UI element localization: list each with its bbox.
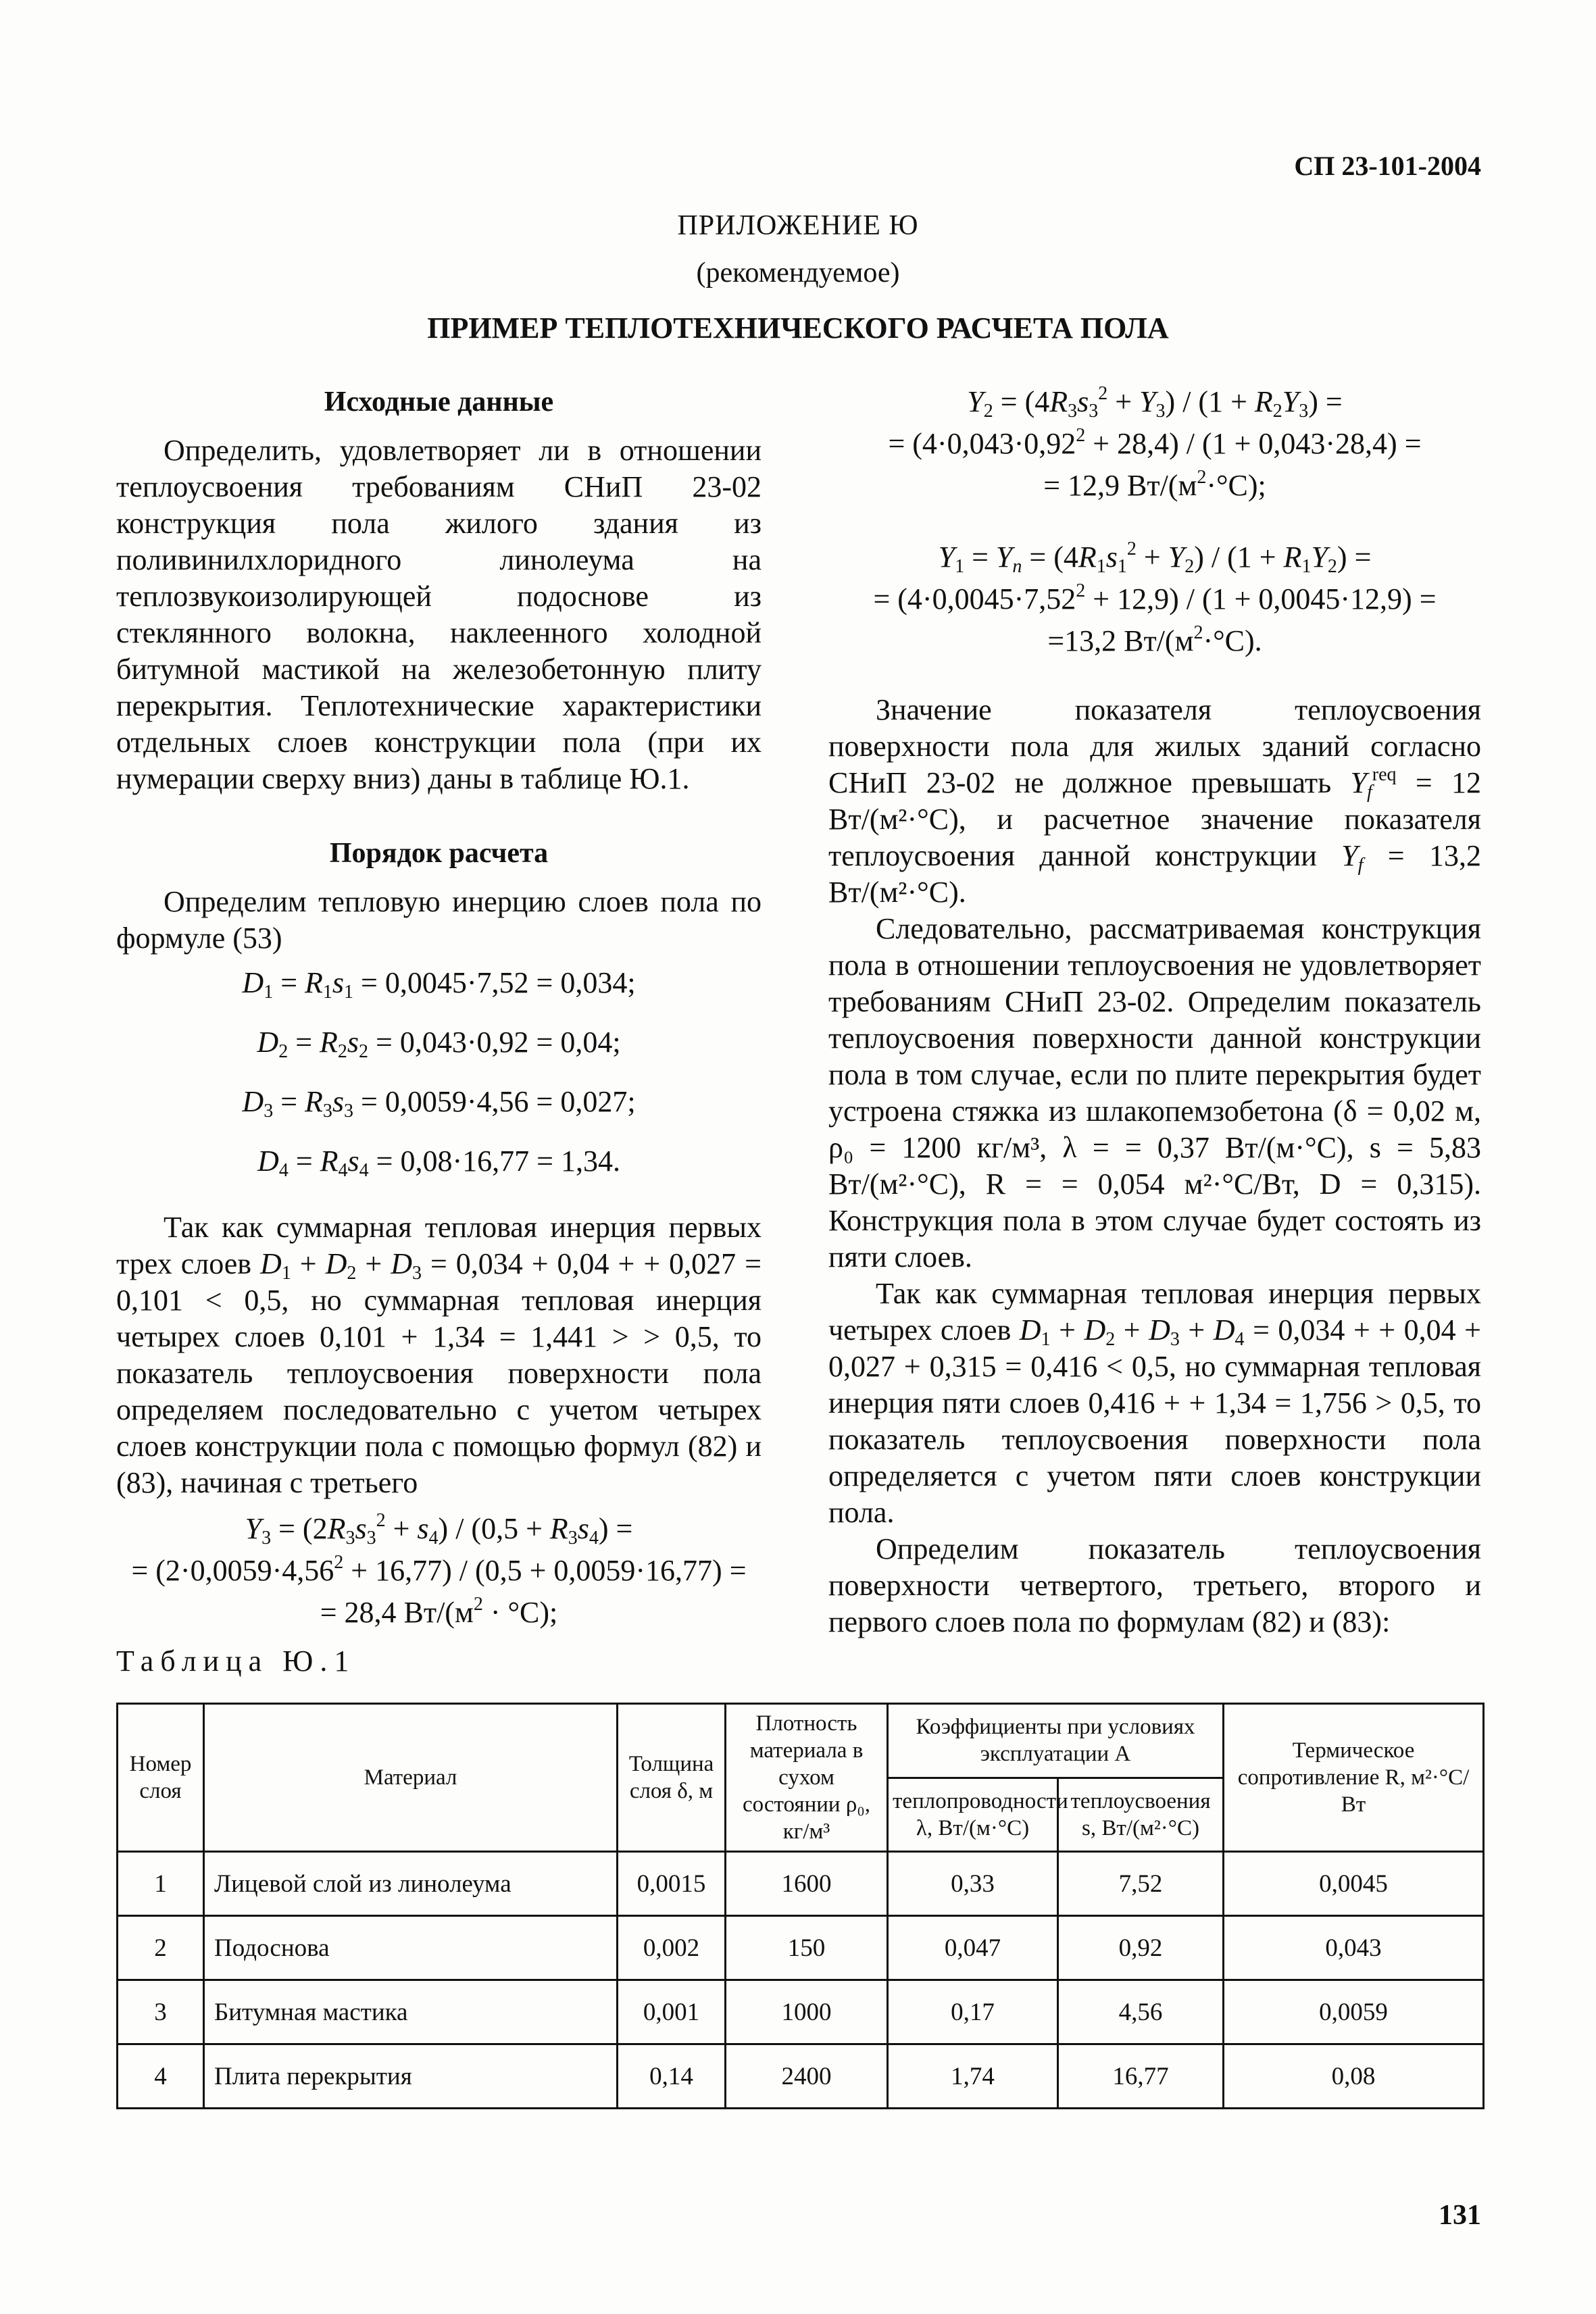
header-absorption: теплоусвоения s, Вт/(м²·°С): [1058, 1778, 1224, 1852]
cell-conductivity: 1,74: [888, 2044, 1058, 2109]
table-row: [118, 1916, 1484, 1980]
cell-absorption: 16,77: [1058, 2044, 1224, 2109]
header-density: Плотность материала в сухом состоянии ρ₀, кг/м³: [726, 1704, 888, 1852]
paragraph-final: Определим показатель теплоусвоения поверхности четвертого, третьего, второго и первого слоев пола по формулам (82) и (83):: [828, 1532, 1481, 1638]
page-title: ПРИМЕР ТЕПЛОТЕХНИЧЕСКОГО РАСЧЕТА ПОЛА: [427, 311, 1169, 345]
cell-density: 150: [726, 1916, 888, 1980]
cell-material: Плита перекрытия: [204, 2044, 618, 2109]
cell-resistance: 0,0059: [1224, 1980, 1484, 2044]
formula-d4: $D_4 = R_4s_4 = 0,08\cdot 16,77 = 1,34$.: [257, 1145, 620, 1181]
right-column: [828, 384, 1481, 1640]
cell-density: 2400: [726, 2044, 888, 2109]
header-conductivity: теплопроводности λ, Вт/(м·°С): [888, 1778, 1058, 1852]
cell-thickness: 0,0015: [618, 1852, 726, 1916]
cell-density: 1600: [726, 1852, 888, 1916]
cell-material: Битумная мастика: [204, 1980, 618, 2044]
cell-absorption: 4,56: [1058, 1980, 1224, 2044]
cell-resistance: 0,043: [1224, 1916, 1484, 1980]
formula-y2-values: = $(4\cdot 0,043\cdot 0,92^2 + 28,4) / (1 + 0,043\cdot 28,4)$ =: [888, 425, 1422, 460]
cell-resistance: 0,08: [1224, 2044, 1484, 2109]
formula-d1: $D_1 = R_1s_1 = 0,0045\cdot 7,52 = 0,034$;: [242, 966, 636, 1003]
heading-initial-data: Исходные данные: [324, 386, 554, 418]
page-number: 131: [1439, 2200, 1481, 2231]
table-row: [118, 1852, 1484, 1916]
formula-d3: $D_3 = R_3s_3 = 0,0059\cdot 4,56 = 0,027$;: [242, 1085, 636, 1122]
table-row: [118, 2044, 1484, 2109]
document-code: СП 23-101-2004: [1294, 151, 1481, 181]
formula-y1-values: = $(4\cdot 0,0045\cdot 7,52^2 + 12,9) / (1 + 0,0045\cdot 12,9)$ =: [873, 580, 1437, 615]
header-coefficients: Коэффициенты при условиях эксплуатации А: [888, 1704, 1224, 1778]
table-row: [118, 1980, 1484, 2044]
paragraph-five-layers: Так как суммарная тепловая инерция первых четырех слоев $D_1 + D_2 + D_3 + D_4 = 0,034$ + + 0,04 + 0,027 + 0,315 = 0,416 < 0,5, но суммарная тепловая инерция пяти слоев 0,416 + + 1,34 = 1,756 > 0,5, то показатель теплоусвоения поверхности пола определяется с учетом пяти слоев конструкции пола.: [828, 1277, 1481, 1529]
formula-d2: $D_2 = R_2s_2 = 0,043\cdot 0,92 = 0,04$;: [257, 1026, 621, 1062]
header-resistance: Термическое сопротивление R, м²·°С/Вт: [1224, 1704, 1484, 1852]
cell-conductivity: 0,047: [888, 1916, 1058, 1980]
formula-y3-values: = $(2\cdot 0,0059\cdot 4,56^2 + 16,77) / (0,5 + 0,0059\cdot 16,77)$ =: [131, 1552, 747, 1587]
paragraph-norm-value: Значение показателя теплоусвоения поверхности пола для жилых зданий согласно СНиП 23-02 не должное превышать $Y_f^{req} = 12$ Вт/(м²·°С), и расчетное значение показателя теплоусвоения данной конструкции $Y_f = 13,2$ Вт/(м²·°С).: [828, 693, 1481, 909]
cell-material: Подоснова: [204, 1916, 618, 1980]
paragraph-initial-data: Определить, удовлетворяет ли в отношении теплоусвоения требованиям СНиП 23-02 конструкция пола жилого здания из поливинилхлоридного линолеума на теплозвукоизолирующей подоснове из стеклянного волокна, наклеенного холодной битумной мастикой на железобетонную плиту перекрытия. Теплотехнические характеристики отдельных слоев конструкции пола (при их нумерации сверху вниз) даны в таблице Ю.1.: [116, 434, 762, 795]
cell-absorption: 0,92: [1058, 1916, 1224, 1980]
formula-y1: $Y_1 = Y_n = (4R_1s_1^2 + Y_2) / (1 + R_1Y_2)$ =: [938, 538, 1372, 577]
cell-resistance: 0,0045: [1224, 1852, 1484, 1916]
header-material: Материал: [204, 1704, 618, 1852]
formula-y3-result: = 28,4 $Вт/(м^2 \cdot ^\circ С)$;: [320, 1594, 558, 1629]
cell-conductivity: 0,33: [888, 1852, 1058, 1916]
heading-calculation-order: Порядок расчета: [329, 838, 549, 869]
formula-y1-result: =13,2 $Вт/(м^2\cdot^\circ С)$.: [1047, 622, 1262, 657]
properties-table: [116, 1703, 1485, 2109]
cell-thickness: 0,001: [618, 1980, 726, 2044]
cell-number: 2: [118, 1916, 204, 1980]
cell-conductivity: 0,17: [888, 1980, 1058, 2044]
paragraph-calculation-order: Определим тепловую инерцию слоев пола по формуле (53): [116, 885, 762, 955]
cell-number: 1: [118, 1852, 204, 1916]
cell-number: 3: [118, 1980, 204, 2044]
formula-y2-result: = 12,9 $Вт/(м^2\cdot^\circ С)$;: [1043, 467, 1266, 502]
cell-thickness: 0,002: [618, 1916, 726, 1980]
cell-density: 1000: [726, 1980, 888, 2044]
cell-material: Лицевой слой из линолеума: [204, 1852, 618, 1916]
table-caption: Таблица Ю.1: [116, 1644, 356, 1678]
header-layer-number: Номер слоя: [118, 1704, 204, 1852]
cell-number: 4: [118, 2044, 204, 2109]
appendix-status: (рекомендуемое): [696, 257, 900, 288]
cell-absorption: 7,52: [1058, 1852, 1224, 1916]
paragraph-inertia-sum: Так как суммарная тепловая инерция первых трех слоев $D_1 + D_2 + D_3 = 0,034 + 0,04$ + + 0,027 = 0,101 < 0,5, но суммарная тепловая инерция четырех слоев 0,101 + 1,34 = 1,441 > > 0,5, то показатель теплоусвоения поверхности пола определяем последовательно с учетом четырех слоев конструкции пола с помощью формул (82) и (83), начиная с третьего: [116, 1211, 762, 1499]
paragraph-conclusion: Следовательно, рассматриваемая конструкция пола в отношении теплоусвоения не удовлетворяет требованиям СНиП 23-02. Определим показатель теплоусвоения поверхности данной конструкции пола в том случае, если по плите перекрытия будет устроена стяжка из шлакопемзобетона (δ = 0,02 м, ρ₀ = 1200 кг/м³, λ = = 0,37 Вт/(м·°С), s = 5,83 Вт/(м²·°С), R = = 0,054 м²·°С/Вт, D = 0,315). Конструкция пола в этом случае будет состоять из пяти слоев.: [828, 912, 1481, 1274]
header-thickness: Толщина слоя δ, м: [618, 1704, 726, 1852]
formula-y2: $Y_2 = (4R_3s_3^2 + Y_3) / (1 + R_2Y_3)$ =: [967, 383, 1343, 422]
cell-thickness: 0,14: [618, 2044, 726, 2109]
appendix-heading: ПРИЛОЖЕНИЕ Ю: [677, 210, 919, 241]
left-column: [116, 384, 762, 1631]
formula-y3: $Y_3 = (2R_3s_3^2 + s_4) / (0,5 + R_3s_4)$ =: [245, 1510, 633, 1549]
